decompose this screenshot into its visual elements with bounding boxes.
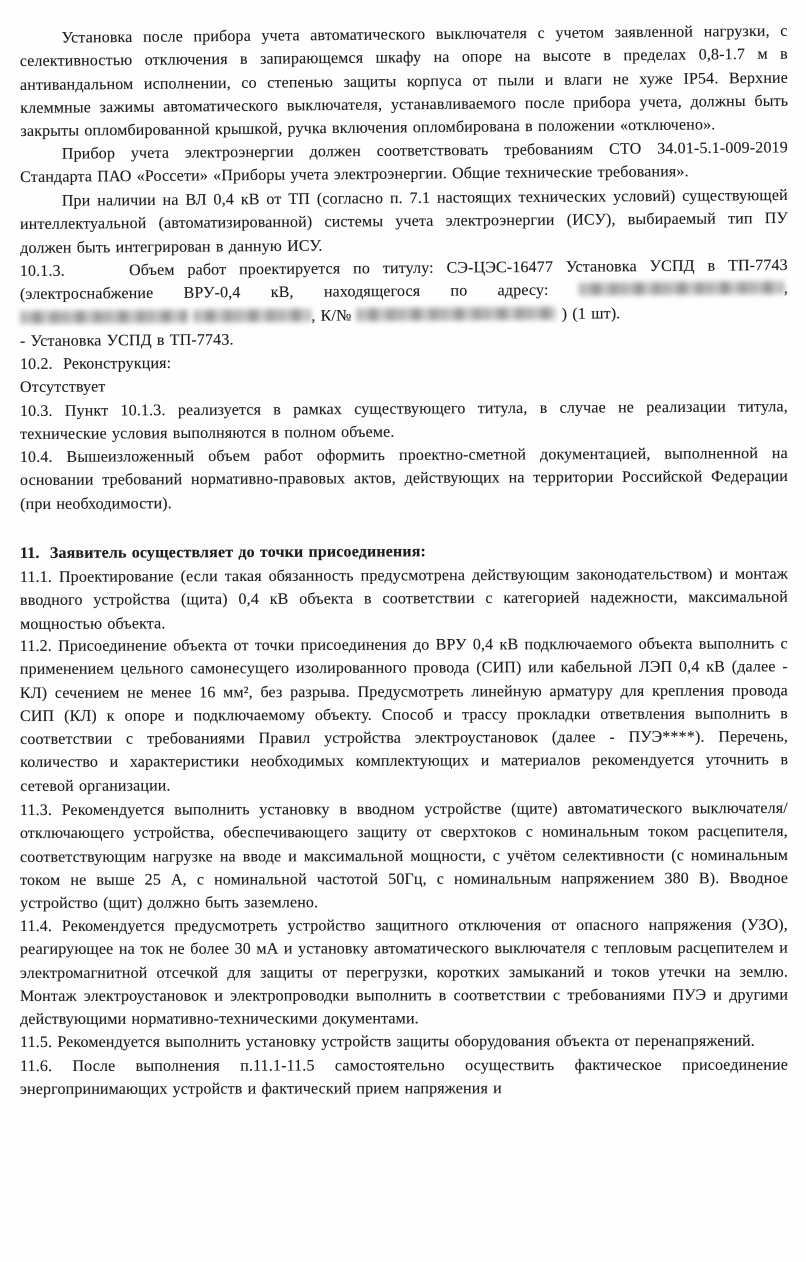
text-run: 10.4. Вышеизложенный объем работ оформить проектно-сметной документацией, выполненной на основании требований нормативно-правовых актов, действующих на территории Российской Федерации (при необходимости).	[19, 445, 789, 513]
text-run: 10.1.3. Объем работ проектируется по титулу: СЭ-ЦЭС-16477 Установка УСПД в ТП-7743 (электроснабжение ВРУ-0,4 кВ, находящегося по адресу:	[19, 256, 788, 304]
item-11-5	[20, 1030, 788, 1055]
item-11-6	[20, 1053, 788, 1101]
heading-section-11	[20, 539, 788, 566]
text-run: 11.4. Рекомендуется предусмотреть устройство защитного отключения от опасного напряжения (УЗО), реагирующее на ток не более 30 мА и установку автоматического выключателя с тепловым расцепителем и электромагнитной отсечкой для защиты от перегрузки, коротких замыканий и токов утечки на землю. Монтаж электроустановок и электропроводки выполнить в соответствии с требованиями ПУЭ и другими действующими нормативно-техническими документами.	[19, 916, 789, 1029]
redacted-text-block	[193, 308, 311, 322]
text-run: 11.1. Проектирование (если такая обязанность предусмотрена действующим законодательством) и монтаж вводного устройства (щита) 0,4 кВ объекта в соответствии с категорией надежности, максимальной мощностью объекта.	[19, 565, 789, 633]
text-run: 11.3. Рекомендуется выполнить установку в вводном устройстве (щите) автоматического выключателя/отключающего устройства, обеспечивающего защиту от сверхтоков с номинальным током расцепителя, соответствующим нагрузке на вводе и максимальной мощности, с учётом селективности (с номинальным током не выше 25 А, с номинальной частотой 50Гц, с номинальным напряжением 380 В). Вводное устройство (щит) должно быть заземлено.	[19, 799, 789, 912]
text-run: Прибор учета электроэнергии должен соответствовать требованиям СТО 34.01-5.1-009-2019 Стандарта ПАО «Россети» «Приборы учета электроэнергии. Общие технические требования».	[20, 139, 788, 187]
item-10-1-3	[20, 254, 789, 330]
item-11-2	[20, 633, 789, 799]
text-run: При наличии на ВЛ 0,4 кВ от ТП (согласно п. 7.1 настоящих технических условий) существующей интеллектуальной (автоматизированной) системы учета электроэнергии (ИСУ), выбираемый тип ПУ должен быть интегрирован в данную ИСУ.	[19, 187, 789, 257]
text-run: 11.5. Рекомендуется выполнить установку устройств защиты оборудования объекта от перенапряжений.	[19, 1033, 755, 1052]
item-11-1	[20, 562, 788, 635]
text-run: 10.3. Пункт 10.1.3. реализуется в рамках существующего титула, в случае не реализации титула, технические условия выполняются в полном объеме.	[19, 398, 788, 444]
redacted-text-block	[579, 281, 784, 296]
item-11-4	[20, 914, 788, 1032]
redacted-text-block	[357, 306, 557, 321]
document-body	[19, 22, 789, 1101]
paragraph-meter-standard	[20, 137, 788, 190]
text-run: 11. Заявитель осуществляет до точки присоединения:	[19, 543, 427, 563]
text-run: - Установка УСПД в ТП-7743.	[19, 331, 234, 350]
text-run: Отсутствует	[19, 378, 106, 397]
text-run: , К/№	[311, 306, 357, 325]
paragraph-isu-integration	[20, 184, 789, 260]
item-11-3	[20, 796, 788, 914]
text-run: Установка после прибора учета автоматического выключателя с учетом заявленной нагрузки, с селективностью отключения в запирающемся шкафу на опоре на высоте в пределах 0,8-1.7 м в антивандальном исполнении, со степенью защиты корпуса от пыли и влаги не хуже IP54. Верхние клеммные зажимы автоматического выключателя, устанавливаемого после прибора учета, должны быть закрыты опломбированной крышкой, ручка включения опломбирована в положении «отключено».	[19, 22, 789, 141]
paragraph-meter-breaker-installation	[19, 20, 788, 144]
text-run: ,	[783, 280, 789, 298]
text-run: ) (1 шт).	[556, 304, 621, 323]
redacted-text-block	[20, 309, 188, 323]
item-10-3	[20, 395, 788, 446]
text-run: 11.2. Присоединение объекта от точки присоединения до ВРУ 0,4 кВ подключаемого объекта выполнить с применением цельного самонесущего изолированного провода (СИП) или кабельной ЛЭП 0,4 кВ (далее - КЛ) сечением не менее 16 мм², без разрыва. Предусмотреть линейную арматуру для крепления провода СИП (КЛ) к опоре и подключаемому объекту. Способ и трассу прокладки ответвления выполнить в соответствии с требованиями Правил устройства электроустановок (далее - ПУЭ****). Перечень, количество и характеристики необходимых комплектующих и материалов рекомендуется уточнить в сетевой организации.	[19, 635, 789, 796]
text-run: 11.6. После выполнения п.11.1-11.5 самостоятельно осуществить фактическое присоединение энергопринимающих устройств и фактический прием напряжения и	[19, 1056, 788, 1099]
item-10-4	[20, 442, 788, 516]
text-run: 10.2. Реконструкция:	[19, 355, 172, 374]
